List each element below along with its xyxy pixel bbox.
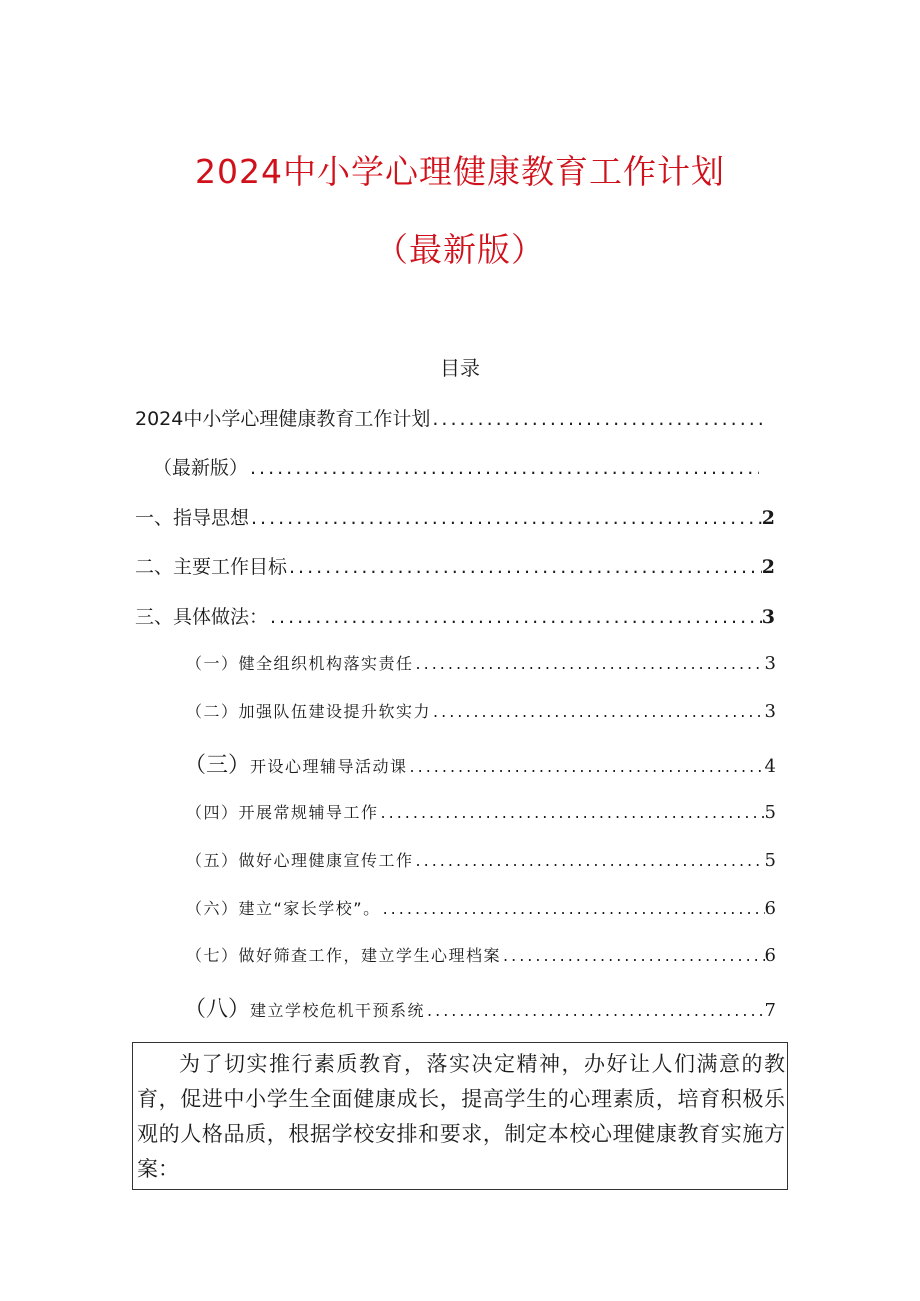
toc-entry-label: 2024中小学心理健康教育工作计划 [135,408,431,430]
toc-entry-sub-7[interactable] [186,943,776,971]
toc-leader-dots [414,851,765,870]
toc-entry-sub-2[interactable] [186,699,776,727]
toc-entry-number: （八） [184,997,251,1022]
toc-entry-label: 开设心理辅导活动课 [250,757,408,776]
toc-entry-label: 二、主要工作目标 [135,556,288,578]
toc-entry-number: （三） [184,753,251,778]
toc-entry-page: 2 [761,556,775,578]
toc-entry-sub-6[interactable] [186,896,776,924]
toc-entry-page: 4 [764,756,776,777]
toc-entry-label: （四）开展常规辅导工作 [186,803,379,822]
toc-leader-dots [425,1001,765,1020]
toc-leader-dots [287,556,762,578]
toc-entry-guiding-thought[interactable] [135,503,775,531]
toc-leader-dots [249,507,762,529]
toc-entry-label: （二）加强队伍建设提升软实力 [186,702,432,721]
toc-leader-dots [268,606,762,628]
toc-leader-dots [431,702,765,721]
toc-entry-page: 6 [764,945,776,966]
toc-leader-dots [408,757,765,776]
toc-entry-label: （最新版） [153,457,249,479]
toc-leader-dots [381,899,765,918]
toc-entry-sub-3[interactable] [184,748,776,776]
toc-entry-label: （五）做好心理健康宣传工作 [186,851,414,870]
toc-entry-page: 5 [764,850,776,871]
intro-paragraph: 为了切实推行素质教育，落实决定精神，办好让人们满意的教育，促进中小学生全面健康成长，提高学生的心理素质，培育积极乐观的人格品质，根据学校安排和要求，制定本校心理健康教育实施方案： [132,1042,788,1190]
document-title: 2024中小学心理健康教育工作计划 [195,152,725,191]
toc-entry-sub-4[interactable] [186,800,776,828]
toc-entry-label: （六）建立“家长学校”。 [186,899,381,918]
toc-leader-dots [430,408,765,430]
toc-entry-page: 7 [764,1000,776,1021]
toc-entry-sub-5[interactable] [186,848,776,876]
toc-entry-page: 3 [761,606,775,628]
toc-leader-dots [379,803,765,822]
document-subtitle: （最新版） [375,230,545,269]
toc-entry-page: 3 [764,653,776,674]
toc-entry-page: 6 [764,898,776,919]
toc-entry-sub-8[interactable] [184,992,776,1020]
toc-entry-page: 2 [761,507,775,529]
toc-entry-page: 5 [764,802,776,823]
toc-entry-specific-measures[interactable] [135,602,775,630]
toc-entry-label: （七）做好筛查工作，建立学生心理档案 [186,946,502,965]
toc-entry-label: 三、具体做法： [135,606,269,628]
toc-entry-label: （一）健全组织机构落实责任 [186,654,414,673]
toc-leader-dots [414,654,765,673]
toc-leader-dots [501,946,765,965]
toc-entry-label: 一、指导思想 [135,507,250,529]
toc-entry-title[interactable] [135,404,775,432]
toc-entry-sub-1[interactable] [186,651,776,679]
toc-entry-main-goals[interactable] [135,552,775,580]
toc-leader-dots [248,457,759,479]
toc-entry-page: 3 [764,701,776,722]
toc-heading: 目录 [440,356,480,380]
toc-entry-label: 建立学校危机干预系统 [250,1001,426,1020]
toc-entry-edition[interactable] [153,453,769,481]
